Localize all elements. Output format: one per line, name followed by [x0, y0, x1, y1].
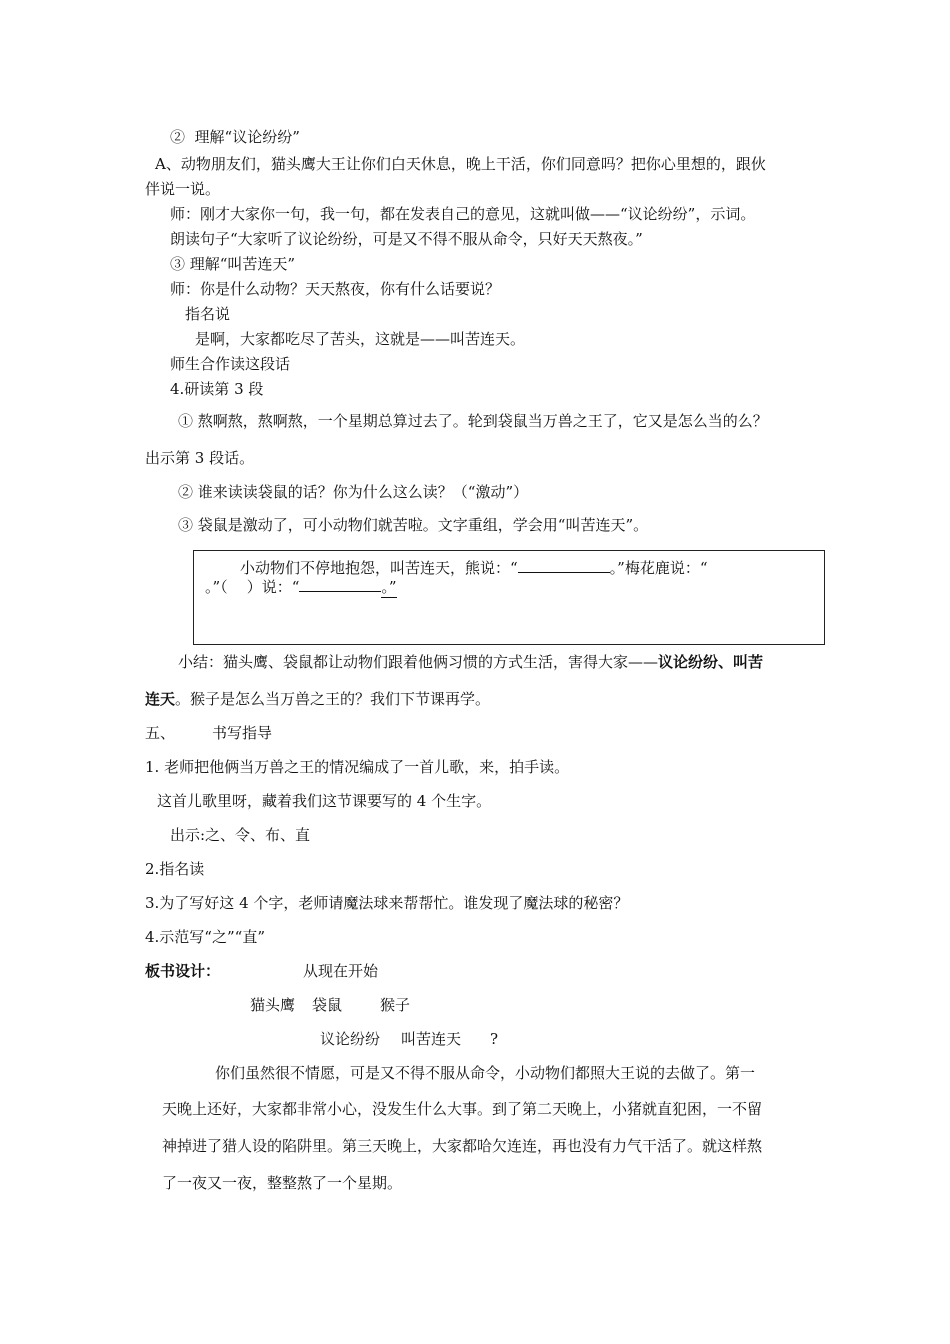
board-phrase-3: ? [490, 1030, 499, 1048]
writing-step-1c: 出示:之、令、布、直 [170, 826, 311, 844]
study3-point1-line2: 出示第 3 段话。 [145, 449, 255, 467]
paragraph-a-line1: A、动物朋友们，猫头鹰大王让你们白天休息，晚上干活，你们同意吗？把你心里想的，跟伙 [155, 155, 766, 173]
study3-point2: ② 谁来读读袋鼠的话？你为什么这么读？（“激动”） [178, 483, 529, 501]
item2-title: ② 理解“议论纷纷” [170, 128, 300, 146]
writing-step-4: 4.示范写“之”“直” [145, 928, 265, 946]
summary-bold-phrase: 议论纷纷、叫苦 [658, 653, 764, 671]
item3-title: ③ 理解“叫苦连天” [170, 255, 296, 273]
writing-step-3: 3.为了写好这 4 个字，老师请魔法球来帮帮忙。谁发现了魔法球的秘密？ [145, 894, 629, 912]
board-animal-owl: 猫头鹰 [250, 996, 296, 1014]
summary-bold-end: 连天 [145, 690, 176, 708]
board-animal-monkey: 猴子 [380, 996, 411, 1014]
summary-line-2 [145, 689, 490, 709]
board-phrase-2: 叫苦连天 [401, 1030, 462, 1048]
answer-blank-2[interactable] [299, 591, 381, 592]
section-five-title: 书写指导 [212, 724, 273, 742]
together-read-line: 师生合作读这段话 [170, 355, 291, 373]
board-title: 从现在开始 [303, 962, 379, 980]
summary-text: 小结：猫头鹰、袋鼠都让动物们跟着他俩习惯的方式生活，害得大家—— [178, 653, 659, 671]
read-sentence-line: 朗读句子“大家听了议论纷纷，可是又不得不服从命令，只好天天熬夜。” [170, 230, 643, 248]
call-name-line: 指名说 [185, 305, 231, 323]
writing-step-1b: 这首儿歌里呀，藏着我们这节课要写的 4 个生字。 [157, 792, 492, 810]
writing-step-2: 2.指名读 [145, 860, 205, 878]
box-line-1 [240, 558, 708, 578]
section-five-number: 五、 [145, 724, 176, 742]
passage-line-1: 你们虽然很不情愿，可是又不得不服从命令，小动物们都照大王说的去做了。第一 [215, 1064, 756, 1082]
box-line-2 [205, 577, 397, 598]
box-line1-text-a: 小动物们不停地抱怨，叫苦连天，熊说：“ [240, 559, 518, 577]
answer-blank-1[interactable] [518, 572, 610, 573]
box-line1-text-b: 。”梅花鹿说：“ [609, 559, 708, 577]
summary-line-1 [178, 652, 763, 672]
study-section-3-heading: 4.研读第 3 段 [170, 380, 264, 398]
summary-text-end: 。猴子是怎么当万兽之王的？我们下节课再学。 [175, 690, 491, 708]
passage-line-4: 了一夜又一夜，整整熬了一个星期。 [162, 1174, 403, 1192]
study3-point3: ③ 袋鼠是激动了，可小动物们就苦啦。文字重组，学会用“叫苦连天”。 [178, 516, 649, 534]
board-design-label: 板书设计： [145, 962, 221, 980]
box-line2-text-a: 。”（ ）说：“ [205, 578, 300, 596]
board-phrase-1: 议论纷纷 [320, 1030, 381, 1048]
board-animal-kangaroo: 袋鼠 [312, 996, 343, 1014]
passage-line-2: 天晚上还好，大家都非常小心，没发生什么大事。到了第二天晚上，小猪就直犯困，一不留 [162, 1100, 763, 1118]
teacher-line-2: 师：你是什么动物？天天熬夜，你有什么话要说？ [170, 280, 501, 298]
box-line2-text-b: 。” [381, 578, 397, 596]
study3-point1-line1: ① 熬啊熬，熬啊熬，一个星期总算过去了。轮到袋鼠当万兽之王了，它又是怎么当的么？ [178, 412, 768, 430]
yes-line: 是啊，大家都吃尽了苦头，这就是——叫苦连天。 [195, 330, 526, 348]
passage-line-3: 神掉进了猎人设的陷阱里。第三天晚上，大家都哈欠连连，再也没有力气干活了。就这样熬 [162, 1137, 763, 1155]
teacher-line-1: 师：刚才大家你一句，我一句，都在发表自己的意见，这就叫做——“议论纷纷”，示词。 [170, 205, 756, 223]
paragraph-a-line2: 伴说一说。 [145, 180, 221, 198]
writing-step-1: 1. 老师把他俩当万兽之王的情况编成了一首儿歌，来，拍手读。 [145, 758, 570, 776]
